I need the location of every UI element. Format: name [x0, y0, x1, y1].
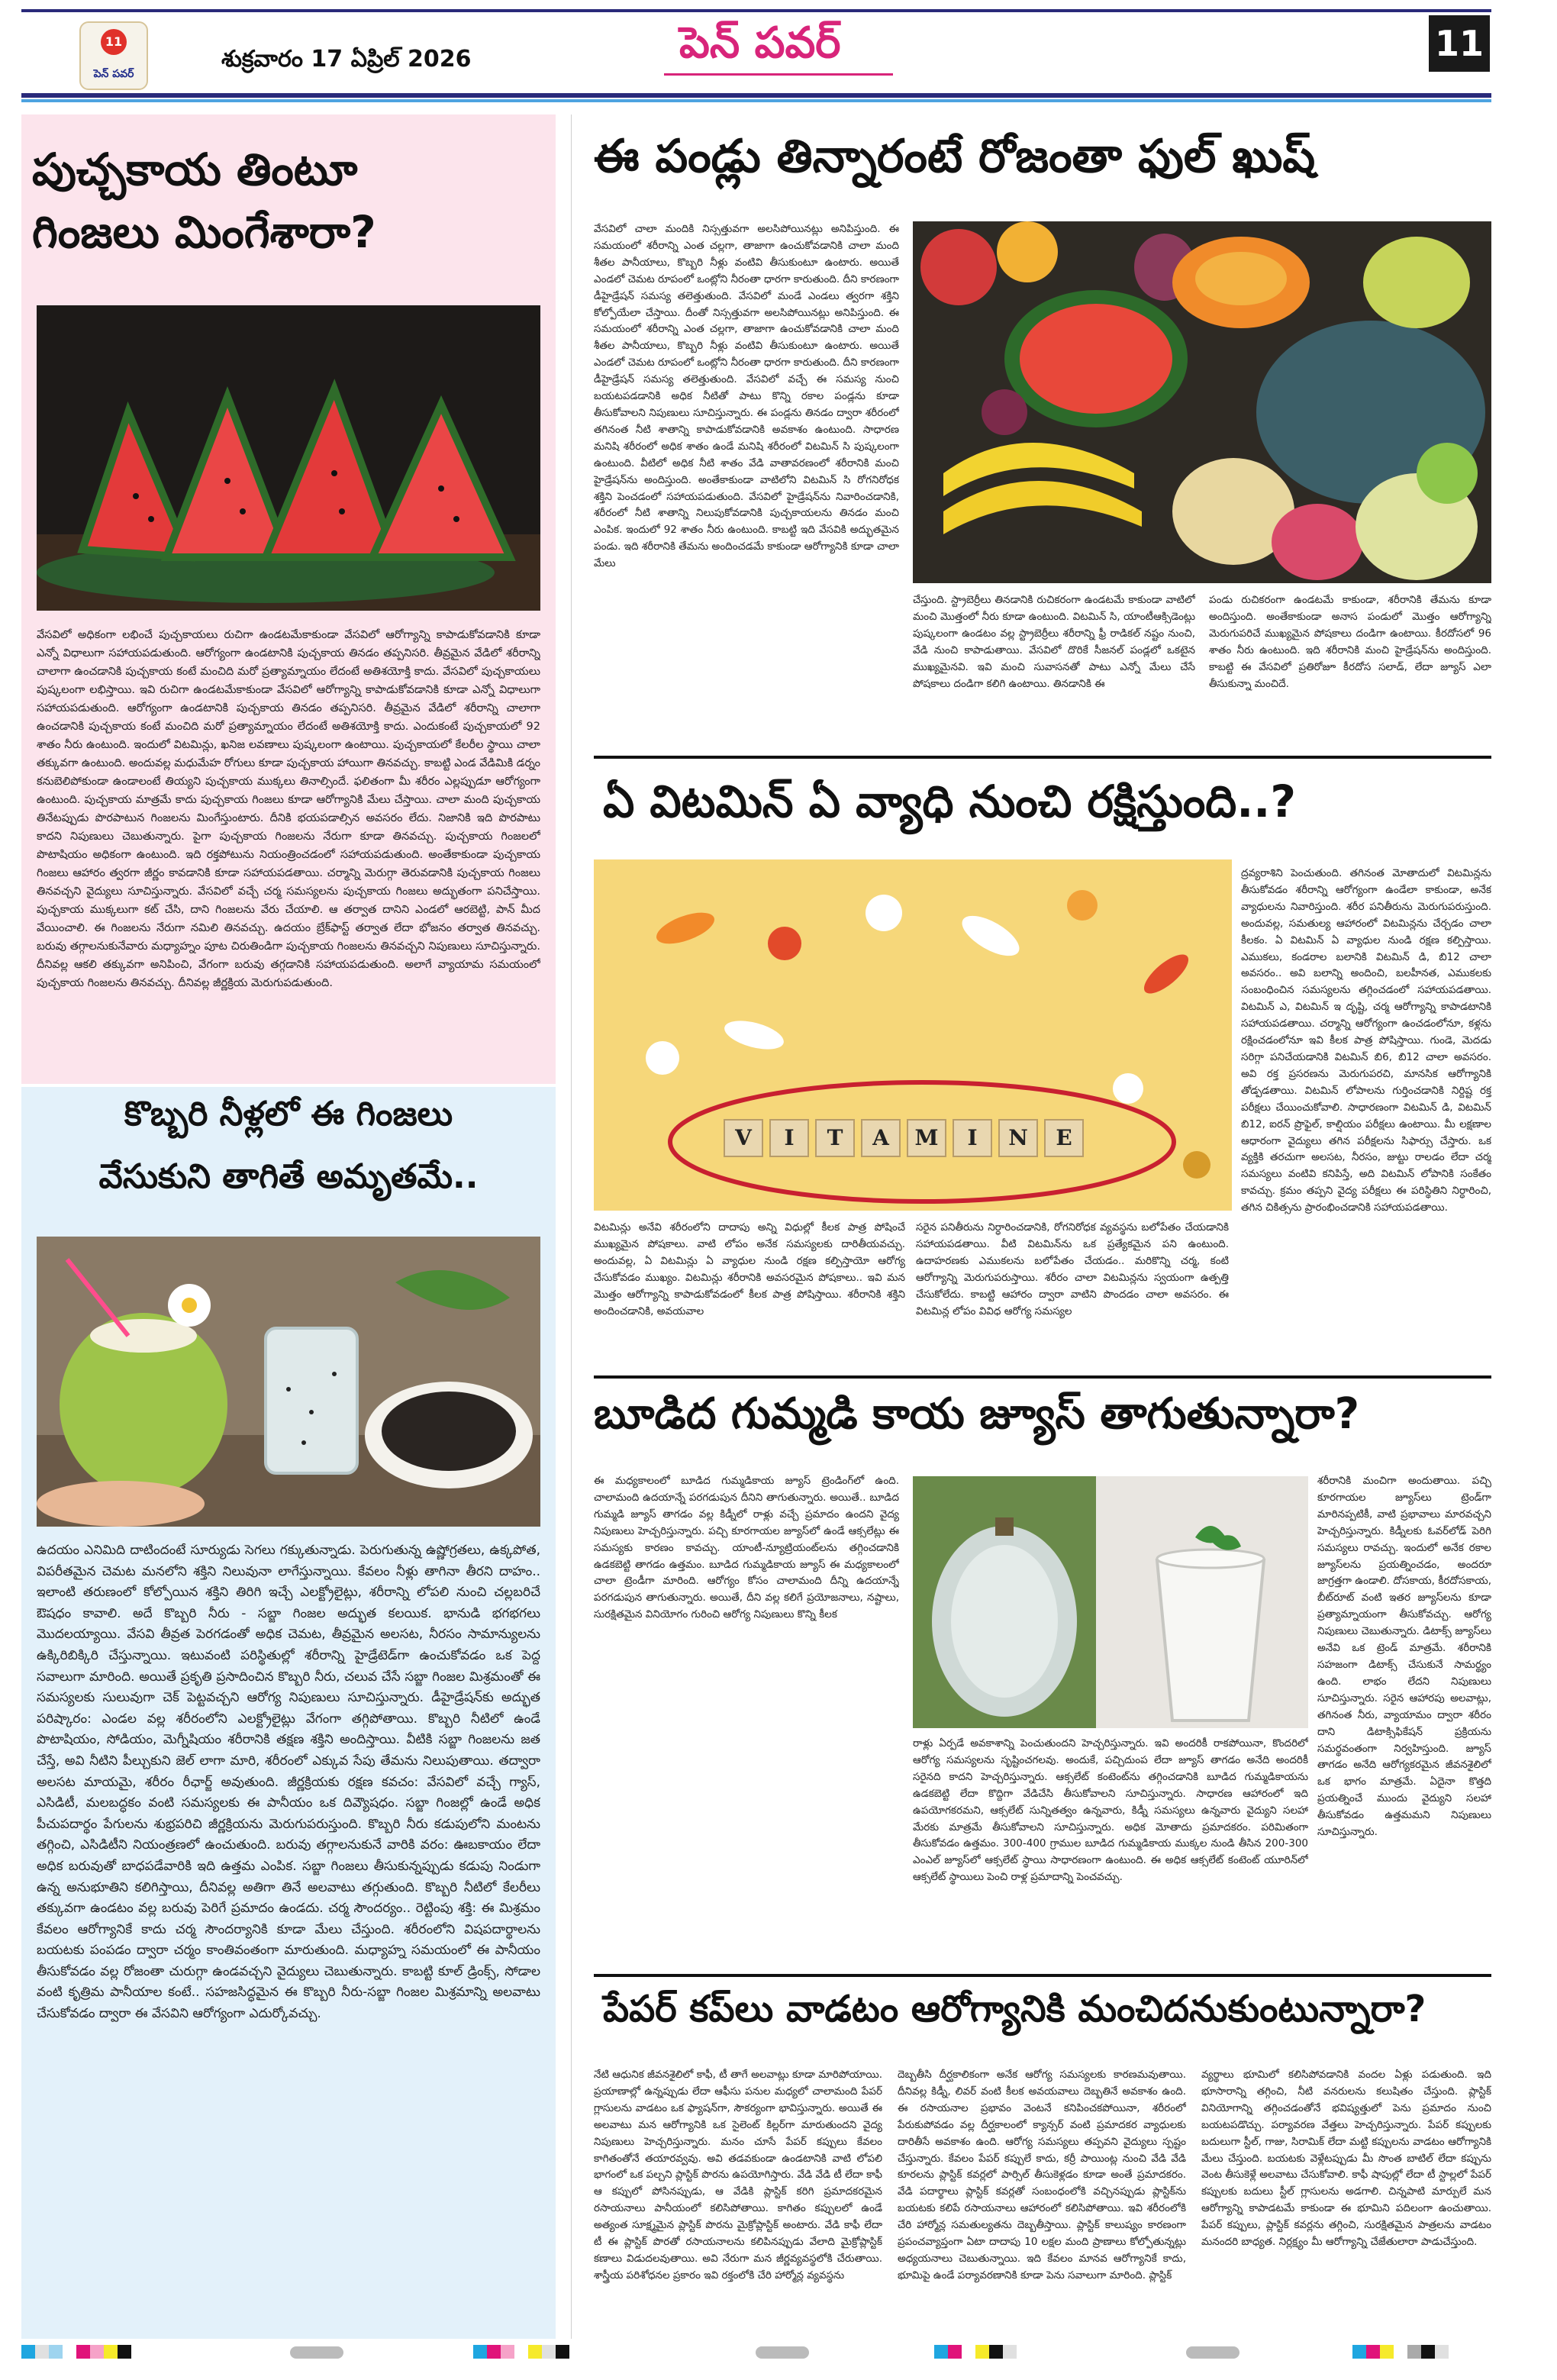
vitamin-tile: I — [953, 1119, 992, 1157]
masthead-underline — [664, 73, 893, 76]
color-registration-strip — [21, 2345, 131, 2359]
papercup-col3: వ్యర్థాలు భూమిలో కలిసిపోవడానికి వందల ఏళ్లు పడుతుంది. ఇది భూసారాన్ని తగ్గించి, నీటి వనరులను కలుషితం చేస్తుంది. ప్లాస్టిక్ వినియోగాన్ని తగ్గించడంతోనే భవిష్యత్తులో పెను ప్రమాదం నుంచి బయటపడొచ్చు. పర్యావరణ వేత్తలు హెచ్చరిస్తున్నారు. పేపర్ కప్పులకు బదులుగా స్టీల్, గాజు, సిరామిక్ లేదా మట్టి కప్పులను వాడటం ఆరోగ్యానికి మేలు చేస్తుంది. బయటకు వెళ్లేటప్పుడు మీ సొంత బాటిల్ లేదా కప్పును వెంట తీసుకెళ్లే అలవాటు చేసుకోవాలి. కాఫీ షాపుల్లో లేదా టీ స్టాల్లలో పేపర్ కప్పులకు బదులు స్టీల్ గ్లాసులను అడగాలి. చిన్నపాటి మార్పులే మన ఆరోగ్యాన్ని కాపాడటమే కాకుండా ఈ భూమిని పదిలంగా ఉంచుతాయి. పేపర్ కప్పులు, ప్లాస్టిక్ కవర్లను తగ్గించి, సురక్షితమైన పాత్రలను వాడటం మనందరి బాధ్యత. నిర్లక్ష్యం మీ ఆరోగ్యాన్ని చేజేతులారా పాడుచేస్తుంది. — [1201, 2069, 1491, 2249]
newspaper-logo — [79, 21, 148, 90]
vitamin-tile: A — [861, 1119, 901, 1157]
ashgourd-headline: బూడిద గుమ్మడి కాయ జ్యూస్ తాగుతున్నారా? — [594, 1389, 1360, 1439]
vitamin-tiles — [724, 1119, 1084, 1157]
vitamin-bottom-rule — [594, 1375, 1491, 1379]
vitamin-photo — [594, 859, 1232, 1211]
vitamin-illustration — [594, 859, 1232, 1211]
fruits-col1: వేసవిలో చాలా మందికి నిస్సత్తువగా అలసిపోయినట్లు అనిపిస్తుంది. ఈ సమయంలో శరీరాన్ని ఎంత చల్లగా, తాజాగా ఉంచుకోవడానికి చాలా మంది శీతల పానీయాలు, కొబ్బరి నీళ్లు వంటివి తీసుకుంటూ ఉంటారు. అయితే ఎండలో చెమట రూపంలో ఒంట్లోని నీరంతా ధారగా కారుతుంది. దీని కారణంగా డీహైడ్రేషన్ సమస్య తలెత్తుతుంది. వేసవిలో మండే ఎండలు త్వరగా శక్తిని కోల్పోయేలా చేస్తాయి. దీంతో నిస్సత్తువగా అలసిపోయినట్లు అనిపిస్తుంది. ఈ సమయంలో శరీరాన్ని ఎంత చల్లగా, తాజాగా ఉంచుకోవడానికి చాలా మంది శీతల పానీయాలు, కొబ్బరి నీళ్లు వంటివి తీసుకుంటూ ఉంటారు. అయితే ఎండలో చెమట రూపంలో ఒంట్లోని నీరంతా ధారగా కారుతుంది. దీని కారణంగా డీహైడ్రేషన్ సమస్య తలెత్తుతుంది. వేసవిలో వచ్చే ఈ సమస్య నుంచి బయటపడడానికి అధిక నీటితో పాటు కొన్ని రకాల పండ్లను కూడా తీసుకోవాలని నిపుణులు సూచిస్తున్నారు. ఈ పండ్లను తినడం ద్వారా శరీరంలో తగినంత నీటి శాతాన్ని కాపాడుకోవడానికి అవకాశం ఉంటుంది. సాధారణ మనిషి శరీరంలో అధిక శాతం ఉండే మనిషి శరీరంలో విటమిన్ సి పుష్కలంగా ఉంటుంది. వీటిలో అధిక నీటి శాతం వేడి వాతావరణంలో శరీరానికి మంచి హైడ్రేషన్‌ను అందిస్తుంది. అంతేకాకుండా వాటిలోని విటమిన్ సి రోగనిరోధక శక్తిని పెంచడంలో సహాయపడుతుంది. వేసవిలో హైడ్రేషన్‌ను నివారించడానికి, శరీరంలో నీటి శాతాన్ని నిలుపుకోవడానికి పుచ్చకాయలను తినడం మంచి ఎంపిక. ఇందులో 92 శాతం నీరు ఉంటుంది. కాబట్టి ఇది వేసవికి అద్భుతమైన పండు. ఇది శరీరానికి తేమను అందించడమే కాకుండా ఆరోగ్యానికి కూడా చాలా మేలు — [594, 223, 899, 570]
vitamin-side-col: ద్రవ్యరాశిని పెంచుతుంది. తగినంత మోతాదులో విటమిన్లను తీసుకోవడం శరీరాన్ని ఆరోగ్యంగా ఉండేలా కాకుండా, అనేక వ్యాధులను నివారిస్తుంది. శరీర పనితీరును మెరుగుపరుస్తుంది. అందువల్ల, సమతుల్య ఆహారంలో విటమిన్లను చేర్చడం చాలా కీలకం. ఏ విటమిన్ ఏ వ్యాధుల నుండి రక్షణ కల్పిస్తాయి. ఎముకలు, కండరాల బలానికి విటమిన్ డి, బి12 చాలా అవసరం.. అవి బలాన్ని అందించి, బలహీనత, ఎముకలకు సంబంధించిన సమస్యలను తగ్గించడంలో సహాయపడతాయి. విటమిన్ ఎ, విటమిన్ ఇ దృష్టి, చర్మ ఆరోగ్యాన్ని కాపాడటానికి సహాయపడతాయి. చర్మాన్ని ఆరోగ్యంగా ఉంచడంలోనూ, కళ్లను రక్షించడంలోనూ ఇవి కీలక పాత్ర పోషిస్తాయి. గుండె, మెదడు సరిగ్గా పనిచేయడానికి విటమిన్ బి6, బి12 చాలా అవసరం. అవి రక్త ప్రసరణను మెరుగుపరచి, మానసిక ఆరోగ్యానికి తోడ్పడతాయి. విటమిన్ లోపాలను గుర్తించడానికి నిర్దిష్ట రక్త పరీక్షలు చేయించుకోవాలి. సాధారణంగా విటమిన్ డి, విటమిన్ బి12, ఐరన్ ప్రొఫైల్, కాల్షియం పరీక్షలు ఉంటాయి. మీ లక్షణాల ఆధారంగా వైద్యులు తగిన పరీక్షలను సిఫార్సు చేస్తారు. ఒక వ్యక్తికి తరచుగా అలసట, నీరసం, జుట్టు రాలడం లేదా చర్మ సమస్యలు వంటివి కనిపిస్తే, అది విటమిన్ లోపానికి సంకేతం కావచ్చు. క్రమం తప్పని వైద్య పరీక్షలు ఈ పరిస్థితిని నిర్ధారించి, తగిన చికిత్సను ప్రారంభించడానికి సహాయపడతాయి. — [1241, 867, 1491, 1214]
coconut-illustration — [37, 1237, 540, 1527]
watermelon-photo — [37, 305, 540, 611]
header-bottom-rule — [21, 93, 1491, 98]
vitamin-tile: M — [907, 1119, 946, 1157]
header-top-rule — [21, 9, 1491, 12]
papercup-headline: పేపర్ కప్‌లు వాడటం ఆరోగ్యానికి మంచిదనుకుంటున్నారా? — [603, 1988, 1426, 2030]
color-registration-strip — [934, 2345, 1017, 2359]
color-registration-strip — [1352, 2345, 1449, 2359]
logo-disc: 11 — [101, 29, 127, 55]
page-number: 11 — [1429, 15, 1490, 72]
papercup-col1: నేటి ఆధునిక జీవనశైలిలో కాఫీ, టీ తాగే అలవాట్లు కూడా మారిపోయాయి. ప్రయాణాల్లో ఉన్నప్పుడు లేదా ఆఫీసు పనుల మధ్యలో చాలామంది పేపర్ గ్లాసులను వాడటం ఒక ఫ్యాషన్‌గా, సౌకర్యంగా భావిస్తున్నారు. అయితే ఈ అలవాటు మన ఆరోగ్యానికి ఒక సైలెంట్ కిల్లర్‌గా మారుతుందని వైద్య నిపుణులు హెచ్చరిస్తున్నారు. మనం చూసే పేపర్ కప్పులు కేవలం కాగితంతోనే తయారవ్వవు. అవి తడవకుండా ఉండటానికి వాటి లోపలి భాగంలో ఒక పల్చని ప్లాస్టిక్ పొరను ఉపయోగిస్తారు. వేడి వేడి టీ లేదా కాఫీ ఆ కప్పులో పోసినప్పుడు, ఆ వేడికి ప్లాస్టిక్ కరిగి ప్రమాదకరమైన రసాయనాలు పానీయంలో కలిసిపోతాయి. కాగితం కప్పులలో ఉండే అత్యంత సూక్ష్మమైన ప్లాస్టిక్ పొరను మైక్రోప్లాస్టిక్ అంటారు. వేడి కాఫీ లేదా టీ ఈ ప్లాస్టిక్ పొరతో రసాయనాలను కలిపినప్పుడు వేలాది మైక్రోప్లాస్టిక్ కణాలు విడుదలవుతాయి. అవి నేరుగా మన జీర్ణవ్యవస్థలోకి చేరుతాయి. శాస్త్రీయ పరిశోధనల ప్రకారం ఇవి రక్తంలోకి చేరి హార్మోన్ల వ్యవస్థను — [594, 2069, 882, 2282]
ashgourd-col2: శరీరానికి మంచిగా అందుతాయి. పచ్చి కూరగాయల జ్యూస్‌లు ట్రెండ్‌గా మారినప్పటికీ, వాటి ప్రభావాలు మారవచ్చని హెచ్చరిస్తున్నారు. కిడ్నీలకు ఓవర్‌లోడ్ పెరిగి సమస్యలు రావచ్చు. ఇందులో అనేక రకాల జ్యూస్‌లను ప్రయత్నించడం, అందరూ జాగ్రత్తగా ఉండాలి. దోసకాయ, కీరదోసకాయ, బీట్‌రూట్ వంటి ఇతర జ్యూస్‌లను కూడా ప్రత్యామ్నాయంగా తీసుకోవచ్చు. ఆరోగ్య నిపుణులు చెబుతున్నారు. డిటాక్స్ జ్యూస్‌లు అనేవి ఒక ట్రెండ్ మాత్రమే. శరీరానికి సహజంగా డిటాక్స్ చేసుకునే సామర్థ్యం ఉంది. లాభం లేదని నిపుణులు సూచిస్తున్నారు. సరైన ఆహారపు అలవాట్లు, తగినంత నీరు, వ్యాయామం ద్వారా శరీరం దాని డిటాక్సిఫికేషన్ ప్రక్రియను సమర్థవంతంగా నిర్వహిస్తుంది. జ్యూస్ తాగడం అనేది ఆరోగ్యకరమైన జీవనశైలిలో ఒక భాగం మాత్రమే. ఏదైనా కొత్తది ప్రయత్నించే ముందు వైద్యుని సలహా తీసుకోవడం ఉత్తమమని నిపుణులు సూచిస్తున్నారు. — [1317, 1475, 1491, 1839]
right-column-divider — [571, 114, 572, 2339]
ashgourd-illustration — [913, 1476, 1308, 1728]
ashgourd-col1a: ఈ మధ్యకాలంలో బూడిద గుమ్మడికాయ జ్యూస్ ట్రెండింగ్‌లో ఉంది. చాలామంది ఉదయాన్నే పరగడుపున దీనిని తాగుతున్నారు. అయితే.. బూడిద గుమ్మడి జ్యూస్ తాగడం వల్ల కిడ్నీలో రాళ్లు వచ్చే ప్రమాదం ఉందని వైద్య నిపుణులు హెచ్చరిస్తున్నారు. పచ్చి కూరగాయల జ్యూస్‌లో ఉండే ఆక్సలేట్లు ఈ సమస్యకు కారణం కావచ్చు. యాంటీ-న్యూట్రియంట్‌లను తగ్గించడానికి ఉడకబెట్టి తాగడం ఉత్తమం. బూడిద గుమ్మడికాయ జ్యూస్ ఈ మధ్యకాలంలో చాలా ట్రెండీగా మారింది. ఆరోగ్యం కోసం చాలామంది దీన్ని ఉదయాన్నే పరగడుపున తాగుతున్నారు. అయితే, దీని వల్ల కలిగే ప్రయోజనాలు, నష్టాలు, సురక్షితమైన వినియోగం గురించి ఆరోగ్య నిపుణులు కొన్ని కీలక — [594, 1475, 899, 1621]
watermelon-title-line2: గింజలు మింగేశారా? — [32, 206, 376, 258]
papercup-col2: దెబ్బతీసి దీర్ఘకాలికంగా అనేక ఆరోగ్య సమస్యలకు కారణమవుతాయి. దీనివల్ల కిడ్నీ, లివర్ వంటి కీలక అవయవాలు దెబ్బతినే అవకాశం ఉంది. ఈ రసాయనాల ప్రభావం వెంటనే కనిపించకపోయినా, శరీరంలో పేరుకుపోవడం వల్ల దీర్ఘకాలంలో క్యాన్సర్ వంటి ప్రమాదకర వ్యాధులకు దారితీసే అవకాశం ఉంది. ఆరోగ్య సమస్యలు తప్పవని వైద్యులు స్పష్టం చేస్తున్నారు. కేవలం పేపర్ కప్పులే కాదు, కర్రీ పాయింట్ల నుంచి వేడి వేడి కూరలను ప్లాస్టిక్ కవర్లలో పార్సిల్ తీసుకెళ్లడం కూడా అంతే ప్రమాదకరం. వేడి పదార్థాలు ప్లాస్టిక్ కవర్లతో సంబంధంలోకి వచ్చినప్పుడు ప్లాస్టిక్‌ను బయటకు కలిపే రసాయనాలు ఆహారంలో కలిసిపోతాయి. ఇవి శరీరంలోకి చేరి హార్మోన్ల సమతుల్యతను దెబ్బతీస్తాయి. ప్లాస్టిక్ కాలుష్యం కారణంగా ప్రపంచవ్యాప్తంగా ఏటా దాదాపు 10 లక్షల మంది ప్రాణాలు కోల్పోతున్నట్లు అధ్యయనాలు చెబుతున్నాయి. ఇది కేవలం మానవ ఆరోగ్యానికే కాదు, భూమిపై ఉండే పర్యావరణానికి కూడా పెను సవాలుగా మారింది. ప్లాస్టిక్ — [898, 2069, 1186, 2282]
date-line: శుక్రవారం 17 ఏప్రిల్ 2026 — [221, 46, 472, 73]
watermelon-body: వేసవిలో అధికంగా లభించే పుచ్చకాయలు రుచిగా ఉండటమేకాకుండా వేసవిలో ఆరోగ్యాన్ని కాపాడుకోవడానికి కూడా ఎన్నో విధాలుగా సహాయపడుతుంది. ఆరోగ్యంగా ఉండటానికి పుచ్చకాయ తినడం తప్పనిసరి. తీవ్రమైన వేడిలో శరీరాన్ని చాలాగా ఉంచడానికి పుచ్చకాయ కంటే మంచిది మరో ప్రత్యామ్నాయం లేదంటే అతిశయోక్తి కాదు. వేసవిలో పుచ్చకాయలు పుష్కలంగా లభిస్తాయి. ఇవి రుచిగా ఉండటమేకాకుండా వేసవిలో ఆరోగ్యాన్ని కాపాడుకోవడానికి కూడా ఎన్నో విధాలుగా సహాయపడుతుంది. ఆరోగ్యంగా ఉండటానికి పుచ్చకాయ తినడం తప్పనిసరి. తీవ్రమైన వేడిలో శరీరాన్ని చాలాగా ఉంచడానికి పుచ్చకాయ కంటే మంచిది మరో ప్రత్యామ్నాయం లేదంటే అతిశయోక్తి కాదు. ఎందుకంటే పుచ్చకాయలో 92 శాతం నీరు ఉంటుంది. ఇందులో విటమిన్లు, ఖనిజ లవణాలు పుష్కలంగా ఉంటాయి. పుచ్చకాయలో కేలరీల స్థాయి చాలా తక్కువగా ఉంటుంది. అందువల్ల మధుమేహ రోగులు కూడా పుచ్చకాయ హాయిగా తినవచ్చు. కాబట్టి ఎండ వేడిమికి డర్నం కనుబెలిపోకుండా ఉండాలంటే తియ్యని పుచ్చకాయ ముక్కలు తినాల్సిందే. ఫలితంగా మీ శరీరం ఎల్లప్పుడూ ఆరోగ్యంగా ఉంటుంది. పుచ్చకాయ మాత్రమే కాదు పుచ్చకాయ గింజలు కూడా ఆరోగ్యానికి మేలు చేస్తాయి. చాలా మంది పుచ్చకాయ తినేటప్పుడు పొరపాటున గింజలను మింగేస్తుంటారు. దీనికి భయపడాల్సిన అవసరం లేదు. నిజానికి ఇది పొరపాటు కాదని నిపుణులు చెబుతున్నారు. పైగా పుచ్చకాయ గింజలను నేరుగా కూడా తినవచ్చు. పుచ్చకాయ గింజలలో పొటాషియం అధికంగా ఉంటుంది. ఇది రక్తపోటును నియంత్రించడంలో సహాయపడుతుంది. అంతేకాకుండా పుచ్చకాయ గింజలు ఆహారం త్వరగా జీర్ణం కావడానికి కూడా సహాయపడతాయి. చర్మాన్ని మెరుగ్గా తెరువడానికి పుచ్చకాయ గింజలు తినవచ్చని వైద్యులు సూచిస్తున్నారు. వేసవిలో వచ్చే చర్మ సమస్యలను పుచ్చకాయ గింజలు అద్భుతంగా పనిచేస్తాయి. పుచ్చకాయ ముక్కలుగా కట్ చేసి, దాని గింజలను వేరు చేయాలి. ఆ తర్వాత దానిని ఎండలో ఆరబెట్టి, పాన్ మీద వేయించాలి. ఈ గింజలను నేరుగా నమిలి తినవచ్చు. ఉదయం బ్రేక్‌ఫాస్ట్ తర్వాత లేదా భోజనం తర్వాత తినవచ్చు. బరువు తగ్గాలనుకునేవారు మధ్యాహ్నం పూట చిరుతిండిగా పుచ్చకాయ గింజలను తినవచ్చని నిపుణులు సూచిస్తున్నారు. దీనివల్ల ఆకలి తక్కువగా అనిపించి, వేగంగా బరువు తగ్గడానికి సహాయపడుతుంది. అలాగే వ్యాయామ సమయంలో పుచ్చకాయ గింజలను తినవచ్చు. దీనివల్ల జీర్ణక్రియ మెరుగుపడుతుంది. — [37, 629, 540, 989]
color-registration-strip — [473, 2345, 569, 2359]
fruits-col2: చేస్తుంది. స్ట్రాబెర్రీలు తినడానికి రుచికరంగా ఉండటమే కాకుండా వాటిలో మంచి మొత్తంలో నీరు కూడా ఉంటుంది. విటమిన్ సి, యాంటీఆక్సిడెంట్లు పుష్కలంగా ఉండటం వల్ల స్ట్రాబెర్రీలు శరీరాన్ని ఫ్రీ రాడికల్ నష్టం నుంచి, వేడి నుంచి కాపాడుతాయి. వేసవిలో దొరికే సీజనల్ పండ్లలో ఒకటైన ముఖ్యమైనవి. ఇవి మంచి సువాసనతో పాటు ఎన్నో మేలు చేసే పోషకాలు దండిగా కలిగి ఉంటాయి. తినడానికి ఈ — [913, 594, 1195, 690]
fruits-col3: పండు రుచికరంగా ఉండటమే కాకుండా, శరీరానికి తేమను కూడా అందిస్తుంది. అంతేకాకుండా అనాస పండులో మొత్తం ఆరోగ్యాన్ని మెరుగుపరిచే ముఖ్యమైన పోషకాలు దండిగా ఉంటాయి. కీరదోసలో 96 శాతం నీరు ఉంటుంది. ఇది శరీరానికి మంచి హైడ్రేషన్‌ను అందిస్తుంది. కాబట్టి ఈ వేసవిలో ప్రతిరోజూ కీరదోస సలాడ్, లేదా జ్యూస్ ఎలా తీసుకున్నా మంచిదే. — [1209, 594, 1491, 690]
vitamin-col2: సరైన పనితీరును నిర్ధారించడానికి, రోగనిరోధక వ్యవస్థను బలోపేతం చేయడానికి సహాయపడతాయి. వీటి విటమిన్‌ను ఒక ప్రత్యేకమైన పని ఉంటుంది. ఉదాహరణకు ఎముకలను బలోపేతం చేయడం.. మరికొన్ని చర్మ, కంటి ఆరోగ్యాన్ని మెరుగుపరుస్తాయి. శరీరం చాలా విటమిన్లను స్వయంగా ఉత్పత్తి చేసుకోలేదు. కాబట్టి ఆహారం ద్వారా వాటిని పొందడం చాలా అవసరం. ఈ విటమిన్ల లోపం వివిధ ఆరోగ్య సమస్యల — [916, 1221, 1229, 1317]
fruits-photo — [913, 221, 1491, 583]
vitamin-headline: ఏ విటమిన్ ఏ వ్యాధి నుంచి రక్షిస్తుంది..? — [603, 776, 1296, 827]
coconut-title-line1: కొబ్బరి నీళ్లలో ఈ గింజలు — [124, 1095, 453, 1134]
registration-oval — [290, 2346, 343, 2359]
fruits-illustration — [913, 221, 1491, 583]
ashgourd-col1b: రాళ్లు ఏర్పడే అవకాశాన్ని పెంచుతుందని హెచ్చరిస్తున్నారు. ఇవి అందరికీ రాకపోయినా, కొందరిలో ఆరోగ్య సమస్యలను సృష్టించగలవు. అందుకే, పచ్చిదుంప లేదా జ్యూస్ తాగడం అనేది అందరికీ సరైనది కాదని హెచ్చరిస్తున్నారు. ఆక్సలేట్ కంటెంట్‌ను తగ్గించడానికి బూడిద గుమ్మడికాయను ఉడకబెట్టి లేదా కొద్దిగా వేడిచేసి తీసుకోవాలని సూచిస్తున్నారు. సాధారణ ఆహారంలో ఇది ఉపయోగకరమని, ఆక్సలేట్ సున్నితత్వం ఉన్నవారు, కిడ్నీ సమస్యలు ఉన్నవారు వైద్యుని సలహా మేరకు మాత్రమే తీసుకోవాలని సూచిస్తున్నారు. అధిక మోతాదు ప్రమాదకరం. పరిమితంగా తీసుకోవడం ఉత్తమం. 300-400 గ్రాముల బూడిద గుమ్మడికాయ ముక్కల నుండి తీసిన 200-300 ఎంఎల్ జ్యూస్‌లో ఆక్సలేట్ స్థాయి సాధారణంగా ఉంటుంది. ఈ అధిక ఆక్సలేట్ కంటెంట్ యూరిన్‌లో ఆక్సలేట్ స్థాయిలు పెంచి రాళ్ల ప్రమాదాన్ని పెంచవచ్చు. — [913, 1737, 1308, 1884]
vitamin-tile: T — [815, 1119, 855, 1157]
coconut-photo — [37, 1237, 540, 1527]
watermelon-illustration — [37, 305, 540, 611]
logo-text: పెన్ పవర్ — [93, 68, 134, 80]
registration-oval — [1186, 2346, 1239, 2359]
coconut-title-line2: వేసుకుని తాగితే అమృతమే.. — [98, 1157, 479, 1196]
header-accent-bar — [21, 99, 1491, 102]
vitamin-tile: V — [724, 1119, 763, 1157]
masthead-title: పెన్ పవర్ — [679, 18, 841, 68]
ashgourd-bottom-rule — [594, 1974, 1491, 1977]
fruits-headline: ఈ పండ్లు తిన్నారంటే రోజంతా ఫుల్ ఖుష్ — [594, 130, 1316, 183]
coconut-body: ఉదయం ఎనిమిది దాటిందంటే సూర్యుడు సెగలు గక్కుతున్నాడు. పెరుగుతున్న ఉష్ణోగ్రతలు, ఉక్కపోత, విపరీతమైన చెమట మనలోని శక్తిని నిలువునా లాగేస్తున్నాయి. కేవలం నీళ్లు తాగినా తీరని దాహం.. ఇలాంటి తరుణంలో కోల్పోయిన శక్తిని తిరిగి ఇచ్చే ఎలక్ట్రోలైట్లు, శరీరాన్ని లోపలి నుంచి చల్లబరిచే ఔషధం కావాలి. అదే కొబ్బరి నీరు - సబ్జా గింజల అద్భుత కలయిక. భానుడి భగభగలు మొదలయ్యాయి. వేసవి తీవ్రత పెరగడంతో అధిక చెమట, తీవ్రమైన అలసట, నీరసం సామాన్యులను ఉక్కిరిబిక్కిరి చేస్తున్నాయి. ఇటువంటి పరిస్థితుల్లో శరీరాన్ని హైడ్రేటెడ్‌గా ఉంచుకోవడం ఒక పెద్ద సవాలుగా మారింది. అయితే ప్రకృతి ప్రసాదించిన కొబ్బరి నీరు, చలువ చేసే సబ్జా గింజల మిశ్రమంతో ఈ సమస్యలకు సులువుగా చెక్ పెట్టవచ్చని ఆరోగ్య నిపుణులు సూచిస్తున్నారు. డీహైడ్రేషన్‌కు అద్భుత పరిష్కారం: ఎండల వల్ల శరీరంలోని ఎలక్ట్రోలైట్లు వేగంగా తగ్గిపోతాయి. కొబ్బరి నీటిలో ఉండే పొటాషియం, సోడియం, మెగ్నీషియం శరీరానికి తక్షణ శక్తిని అందిస్తాయి. వీటికి సబ్జా గింజలను జత చేస్తే, అవి నీటిని పీల్చుకుని జెల్ లాగా మారి, శరీరంలో ఎక్కువ సేపు తేమను నిలుపుతాయి. తద్వారా అలసట మాయమై, శరీరం రీఛార్జ్ అవుతుంది. జీర్ణక్రియకు రక్షణ కవచం: వేసవిలో వచ్చే గ్యాస్, ఎసిడిటీ, మలబద్ధకం వంటి సమస్యలకు ఈ పానీయం ఒక దివ్యౌషధం. సబ్జా గింజల్లో ఉండే అధిక పీచుపదార్థం పేగులను శుభ్రపరిచి జీర్ణక్రియను మెరుగుపరుస్తుంది. కొబ్బరి నీరు కడుపులోని మంటను తగ్గించి, ఎసిడిటీని నియంత్రణలో ఉంచుతుంది. బరువు తగ్గాలనుకునే వారికి వరం: ఊబకాయం లేదా అధిక బరువుతో బాధపడేవారికి ఇది ఉత్తమ ఎంపిక. సబ్జా గింజలు తీసుకున్నప్పుడు కడుపు నిండుగా ఉన్న అనుభూతిని కలిగిస్తాయి, దీనివల్ల అతిగా తినే అలవాటు తగ్గుతుంది. కొబ్బరి నీటిలో కేలరీలు తక్కువగా ఉండటం వల్ల బరువు పెరిగే ప్రమాదం ఉండదు. చర్మ సౌందర్యం.. రెట్టింపు శక్తి: ఈ మిశ్రమం కేవలం ఆరోగ్యానికే కాదు చర్మ సౌందర్యానికి కూడా మేలు చేస్తుంది. శరీరంలోని విషపదార్థాలను బయటకు పంపడం ద్వారా చర్మం కాంతివంతంగా మారుతుంది. మధ్యాహ్న సమయంలో ఈ పానీయం తీసుకోవడం వల్ల రోజంతా చురుగ్గా ఉండవచ్చని వైద్యులు చెబుతున్నారు. కాబట్టి కూల్ డ్రింక్స్, సోడాల వంటి కృత్రిమ పానీయాల కంటే.. సహజసిద్ధమైన ఈ కొబ్బరి నీరు-సబ్జా గింజల మిశ్రమాన్ని అలవాటు చేసుకోవడం ద్వారా ఈ వేసవిని ఆరోగ్యంగా ఎదుర్కోవచ్చు. — [37, 1543, 540, 2022]
coconut-water-article — [21, 1087, 556, 2339]
registration-oval — [756, 2346, 809, 2359]
vitamin-col1: విటమిన్లు అనేవి శరీరంలోని దాదాపు అన్ని విధుల్లో కీలక పాత్ర పోషించే ముఖ్యమైన పోషకాలు. వాటి లోపం అనేక సమస్యలకు దారితీయవచ్చు. అందువల్ల, ఏ విటమిన్లు ఏ వ్యాధుల నుండి రక్షణ కల్పిస్తాయో ఆరోగ్య చేసుకోవడం ముఖ్యం. విటమిన్లు శరీరానికి అవసరమైన పోషకాలు.. ఇవి మన మొత్తం ఆరోగ్యాన్ని కాపాడుకోవడంలో కీలక పాత్ర పోషిస్తాయి. శరీరానికి శక్తిని అందించడానికి, అవయవాల — [594, 1221, 905, 1317]
vitamin-tile: N — [998, 1119, 1038, 1157]
watermelon-article — [21, 114, 556, 1084]
watermelon-title-line1: పుచ్చకాయ తింటూ — [32, 144, 358, 195]
ashgourd-photo — [913, 1476, 1308, 1728]
vitamin-tile: E — [1044, 1119, 1084, 1157]
vitamin-tile: I — [769, 1119, 809, 1157]
fruits-bottom-rule — [594, 756, 1491, 759]
